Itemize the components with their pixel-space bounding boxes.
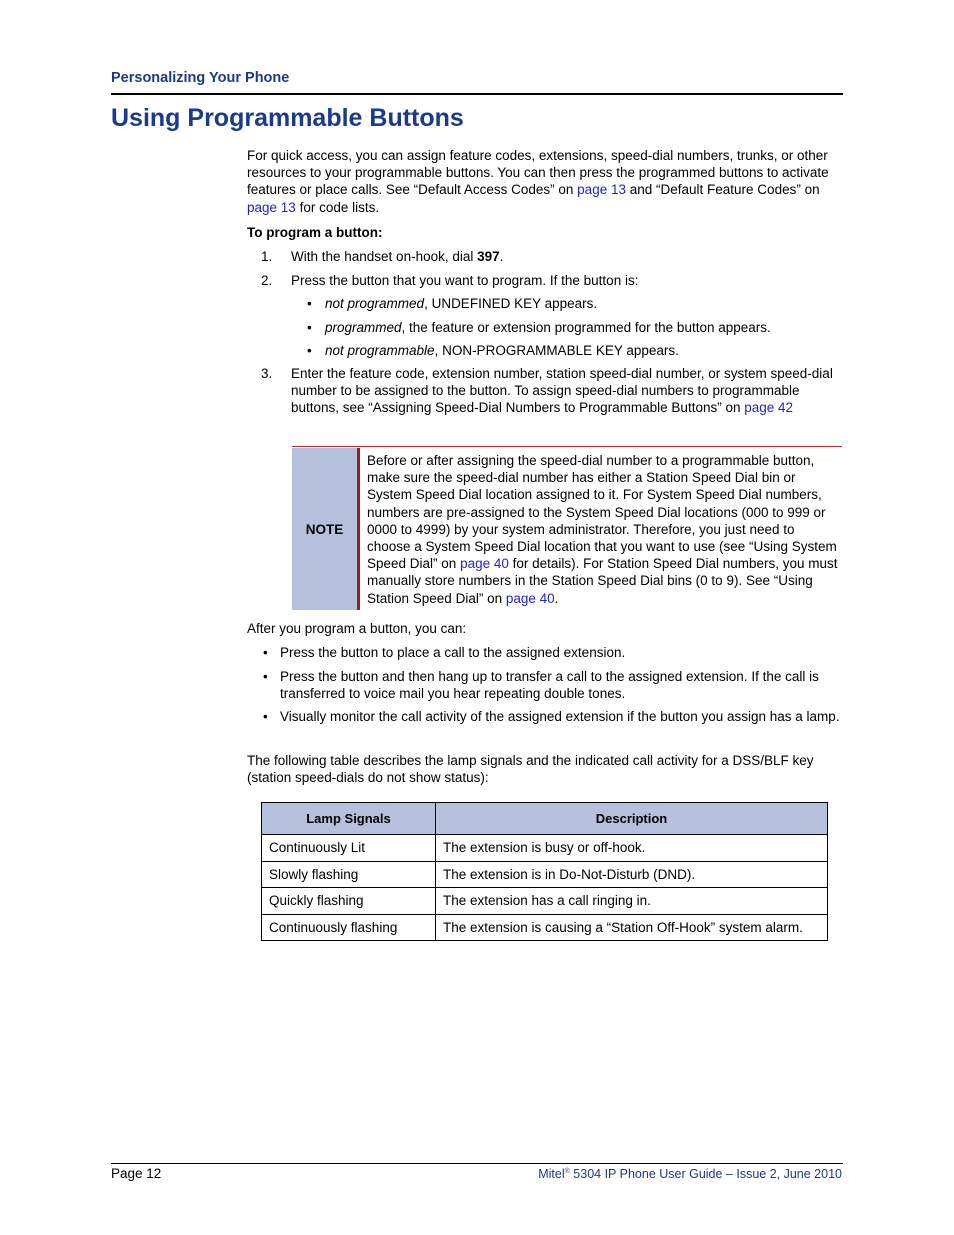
header-rule — [111, 93, 843, 95]
link-page-40[interactable]: page 40 — [460, 556, 509, 572]
sub-bullet-rest: , NON-PROGRAMMABLE KEY appears. — [434, 343, 679, 358]
description-cell: The extension is in Do-Not-Disturb (DND). — [436, 861, 828, 888]
table-row — [262, 888, 828, 915]
bullet-icon: • — [307, 296, 312, 311]
footer-doc-title — [538, 1167, 842, 1181]
link-default-feature-codes[interactable]: page 13 — [247, 199, 296, 215]
lamp-signal-cell: Slowly flashing — [262, 861, 436, 888]
note-text — [367, 452, 839, 607]
bullet-icon: • — [263, 669, 268, 684]
page-title: Using Programmable Buttons — [111, 104, 464, 132]
table-row — [262, 835, 828, 862]
registered-mark: ® — [564, 1167, 570, 1175]
column-header: Lamp Signals — [262, 803, 436, 835]
step-text — [291, 365, 839, 417]
intro-text-1: For quick access, you can assign feature codes, extensions, speed-dial numbers, trunks, or other resources to your programmable buttons. You can then press the programmed buttons to activate features or place calls. See “Default Access Codes” on — [247, 148, 829, 198]
table-header-row — [262, 803, 828, 835]
after-lead: After you program a button, you can: — [247, 621, 467, 636]
list-item-text: Press the button and then hang up to transfer a call to the assigned extension. If the call is transferred to voice mail you hear repeating double tones. — [280, 669, 819, 702]
note-label: NOTE — [292, 448, 357, 610]
step-3-text: Enter the feature code, extension number, station speed-dial number, or system speed-dial number to be assigned to the button. To assign speed-dial numbers to programmable buttons, see “Assigning Speed-Dial Numbers to Programmable Buttons” on — [291, 366, 833, 416]
sub-bullet-text — [325, 342, 679, 359]
note-text-2: for details). For Station Speed Dial numbers, you must manually store numbers in the Station Speed Dial bins (0 to 9). See “Using Station Speed Dial” on — [367, 556, 838, 606]
footer-doc-text: 5304 IP Phone User Guide – Issue 2, June 2010 — [569, 1167, 842, 1181]
sub-bullet-em: not programmed — [325, 296, 425, 311]
dial-code: 397 — [477, 249, 500, 264]
column-header: Description — [436, 803, 828, 835]
link-page-40[interactable]: page 40 — [505, 590, 555, 606]
step-text — [291, 248, 839, 265]
note-text-1: Before or after assigning the speed-dial number to a programmable button, make sure the speed-dial number has either a Station Speed Dial bin or System Speed Dial location assigned to it. For System Speed Dial numbers, numbers are pre-assigned to the System Speed Dial locations (000 to 999 or 0000 to 4999) by your system administrator. Therefore, you just need to choose a System Speed Dial location that you want to use (see “Using System Speed Dial” on — [367, 453, 837, 572]
footer-rule — [111, 1163, 843, 1164]
sub-bullet-text — [325, 319, 771, 336]
procedure-heading: To program a button: — [247, 225, 383, 240]
intro-paragraph — [247, 147, 843, 216]
link-page-42[interactable]: page 42 — [744, 400, 794, 416]
table-intro: The following table describes the lamp signals and the indicated call activity for a DSS/BLF key (station speed-dials do not show status): — [247, 753, 814, 786]
link-default-access-codes[interactable]: page 13 — [577, 182, 626, 198]
description-cell: The extension is causing a “Station Off-Hook” system alarm. — [436, 914, 828, 941]
bullet-icon: • — [263, 709, 268, 724]
description-cell: The extension has a call ringing in. — [436, 888, 828, 915]
table-row — [262, 861, 828, 888]
note-text-3: . — [554, 590, 559, 606]
lamp-signal-cell: Quickly flashing — [262, 888, 436, 915]
list-item-text: Visually monitor the call activity of the assigned extension if the button you assign has a lamp. — [280, 709, 840, 724]
sub-bullet-em: programmed — [325, 320, 402, 335]
lamp-signal-cell: Continuously flashing — [262, 914, 436, 941]
step-number: 3. — [261, 366, 273, 381]
step-1-end: . — [499, 249, 504, 264]
bullet-icon: • — [307, 343, 312, 358]
step-text: Press the button that you want to program. If the button is: — [291, 273, 639, 288]
intro-text-2: and “Default Feature Codes” on — [625, 182, 820, 198]
list-item-text: Press the button to place a call to the assigned extension. — [280, 645, 626, 660]
description-cell: The extension is busy or off-hook. — [436, 835, 828, 862]
table-row — [262, 914, 828, 941]
sub-bullet-em: not programmable — [325, 343, 435, 358]
section-header: Personalizing Your Phone — [111, 70, 290, 86]
sub-bullet-text — [325, 295, 597, 312]
sub-bullet-rest: , the feature or extension programmed for the button appears. — [401, 320, 771, 335]
sub-bullet-rest: , UNDEFINED KEY appears. — [424, 296, 598, 311]
bullet-icon: • — [263, 645, 268, 660]
lamp-signal-cell: Continuously Lit — [262, 835, 436, 862]
bullet-icon: • — [307, 320, 312, 335]
note-box — [292, 446, 842, 610]
step-1-text: With the handset on-hook, dial — [291, 249, 478, 264]
page-number: Page 12 — [111, 1166, 162, 1181]
lamp-signal-table — [261, 802, 828, 941]
footer-brand: Mitel — [538, 1167, 565, 1181]
note-divider — [357, 448, 360, 610]
step-number: 1. — [261, 249, 273, 264]
intro-text-3: for code lists. — [295, 199, 380, 215]
step-number: 2. — [261, 273, 273, 288]
